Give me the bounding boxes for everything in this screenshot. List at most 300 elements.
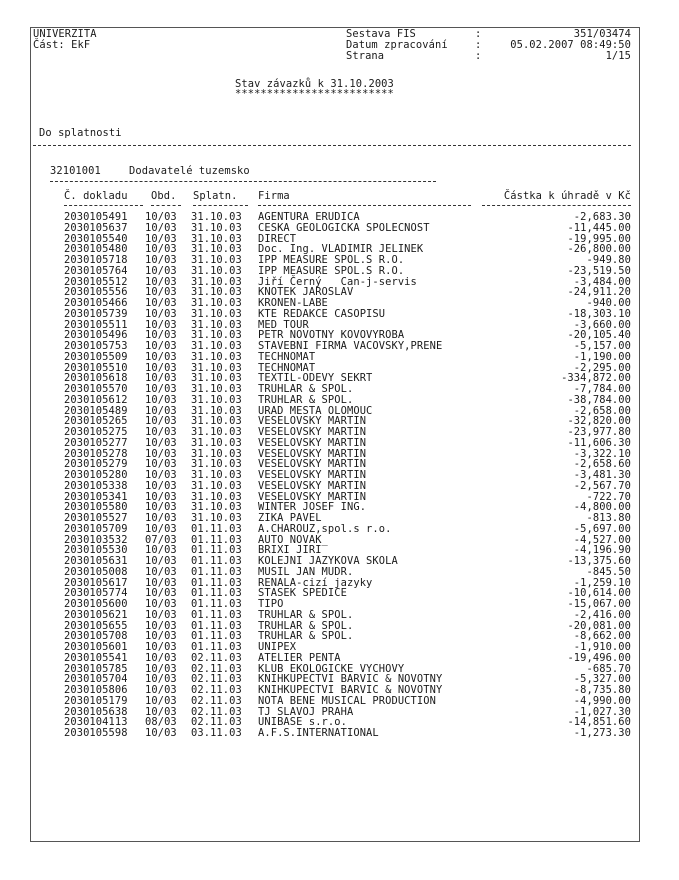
due-date-cell: 31.10.03 [191,361,242,374]
table-row [0,642,679,652]
period-cell: 10/03 [145,254,177,266]
column-header-castka: Částka k úhradě v Kč [503,190,631,202]
due-date-cell: 01.11.03 [191,565,242,578]
company-cell: TEXTIL-ODEVY SEKRT [258,372,373,385]
table-row [0,567,679,577]
due-date-cell: 31.10.03 [191,275,242,288]
company-cell: MUSIL JAN MUDR. [258,565,354,578]
table-row [0,524,679,534]
table-row [0,244,679,254]
column-header-doc: Č. dokladu [64,190,128,202]
amount-cell: -334,872.00 [561,372,631,385]
due-date-cell: 31.10.03 [191,318,242,331]
due-date-cell: 31.10.03 [191,307,242,320]
amount-cell: -813.80 [586,512,631,524]
company-cell: VESELOVSKY MARTIN [258,479,367,492]
table-row [0,578,679,588]
period-cell: 07/03 [145,533,177,546]
doc-number-cell: 2030105612 [64,393,128,406]
period-cell: 10/03 [145,651,177,664]
company-cell: TIPO [258,598,284,610]
table-row [0,653,679,663]
period-cell: 10/03 [145,318,177,331]
doc-number-cell: 2030105277 [64,436,128,449]
period-cell: 10/03 [145,641,177,653]
company-cell: ZIKA PAVEL [258,512,322,524]
table-row [0,223,679,233]
table-row [0,556,679,566]
doc-number-cell: 2030105338 [64,479,128,492]
period-cell: 10/03 [145,264,177,277]
column-underline-obd [151,205,181,206]
period-cell: 10/03 [145,727,177,739]
table-row [0,513,679,523]
doc-number-cell: 2030105631 [64,555,128,567]
doc-number-cell: 2030104113 [64,716,128,729]
table-row [0,352,679,362]
company-cell: KRONEN-LABE [258,297,328,309]
doc-number-cell: 2030105764 [64,264,128,277]
amount-cell: -4,800.00 [573,501,631,514]
period-cell: 10/03 [145,350,177,363]
due-date-cell: 31.10.03 [191,512,242,524]
doc-number-cell: 2030105275 [64,426,128,438]
amount-cell: -4,990.00 [573,694,631,707]
period-cell: 10/03 [145,469,177,481]
amount-cell: -8,662.00 [573,630,631,643]
company-cell: KNIHKUPECTVI BARVIC & NOVOTNY [258,684,443,696]
period-cell: 10/03 [145,619,177,632]
amount-cell: -4,196.90 [573,544,631,557]
doc-number-cell: 2030105598 [64,727,128,739]
table-row [0,685,679,695]
doc-number-cell: 2030105600 [64,598,128,610]
company-cell: TJ SLAVOJ PRAHA [258,705,354,718]
table-row [0,427,679,437]
table-row [0,621,679,631]
column-underline-castka [482,205,631,206]
amount-cell: -23,977.80 [567,426,631,438]
amount-cell: -23,519.50 [567,264,631,277]
period-cell: 10/03 [145,361,177,374]
due-date-cell: 31.10.03 [191,479,242,492]
company-cell: TRUHLAR & SPOL. [258,393,354,406]
header-colon-1: : [475,28,482,40]
table-row [0,449,679,459]
due-date-cell: 01.11.03 [191,619,242,632]
due-date-cell: 31.10.03 [191,232,242,245]
table-row [0,470,679,480]
table-row [0,674,679,684]
company-cell: KTE REDAKCE CASOPISU [258,307,386,320]
doc-number-cell: 2030105279 [64,458,128,471]
column-header-obd: Obd. [151,190,177,202]
due-date-cell: 31.10.03 [191,340,242,352]
period-cell: 10/03 [145,329,177,342]
company-cell: KLUB EKOLOGICKE VYCHOVY [258,662,405,675]
amount-cell: -2,567.70 [573,479,631,492]
doc-number-cell: 2030105509 [64,350,128,363]
report-title: Stav závazků k 31.10.2003 [235,78,394,90]
table-row [0,502,679,512]
table-row [0,298,679,308]
period-cell: 10/03 [145,522,177,535]
table-row [0,438,679,448]
header-colon-3: : [475,50,482,62]
company-cell: WINTER JOSEF ING. [258,501,367,514]
amount-cell: -24,911.20 [567,286,631,299]
due-date-cell: 01.11.03 [191,533,242,546]
doc-number-cell: 2030105008 [64,565,128,578]
table-row [0,588,679,598]
period-cell: 10/03 [145,608,177,621]
company-cell: KOLEJNI JAZYKOVA SKOLA [258,555,398,567]
company-cell: STASEK SPEDICE [258,587,347,600]
period-cell: 10/03 [145,404,177,417]
due-date-cell: 02.11.03 [191,673,242,686]
due-date-cell: 01.11.03 [191,576,242,589]
doc-number-cell: 2030105510 [64,361,128,374]
period-cell: 10/03 [145,565,177,578]
due-date-cell: 01.11.03 [191,587,242,600]
amount-cell: -14,851.60 [567,716,631,729]
table-row [0,373,679,383]
due-date-cell: 31.10.03 [191,415,242,428]
amount-cell: -1,259.10 [573,576,631,589]
table-row [0,406,679,416]
header-value-strana: 1/15 [605,50,631,62]
column-underline-splatn [193,205,248,206]
due-date-cell: 31.10.03 [191,501,242,514]
table-row [0,696,679,706]
period-cell: 10/03 [145,275,177,288]
due-date-cell: 01.11.03 [191,598,242,610]
company-cell: UNIBASE s.r.o. [258,716,347,729]
company-cell: DIRECT [258,232,297,245]
period-cell: 10/03 [145,587,177,600]
table-row [0,416,679,426]
amount-cell: -940.00 [586,297,631,309]
amount-cell: -3,322.10 [573,447,631,460]
due-date-cell: 31.10.03 [191,254,242,266]
due-date-cell: 01.11.03 [191,608,242,621]
table-row [0,266,679,276]
company-cell: VESELOVSKY MARTIN [258,415,367,428]
table-row [0,341,679,351]
company-cell: RENALA-cizí jazyky [258,576,373,589]
section-separator [33,145,631,146]
due-date-cell: 31.10.03 [191,447,242,460]
doc-number-cell: 2030105753 [64,340,128,352]
period-cell: 10/03 [145,490,177,503]
company-cell: TRUHLAR & SPOL. [258,630,354,643]
amount-cell: -7,784.00 [573,383,631,395]
amount-cell: -32,820.00 [567,415,631,428]
amount-cell: -2,416.00 [573,608,631,621]
doc-number-cell: 2030105618 [64,372,128,385]
due-date-cell: 02.11.03 [191,694,242,707]
amount-cell: -3,481.30 [573,469,631,481]
period-cell: 10/03 [145,383,177,395]
table-row [0,459,679,469]
company-cell: A.CHAROUZ,spol.s r.o. [258,522,392,535]
doc-number-cell: 2030105530 [64,544,128,557]
table-row [0,212,679,222]
amount-cell: -5,327.00 [573,673,631,686]
doc-number-cell: 2030105601 [64,641,128,653]
due-date-cell: 31.10.03 [191,329,242,342]
doc-number-cell: 2030105541 [64,651,128,664]
company-cell: VESELOVSKY MARTIN [258,469,367,481]
amount-cell: -1,273.30 [573,727,631,739]
due-date-cell: 03.11.03 [191,727,242,739]
period-cell: 10/03 [145,436,177,449]
table-row [0,277,679,287]
due-date-cell: 31.10.03 [191,404,242,417]
company-cell: KNIHKUPECTVI BARVIC & NOVOTNY [258,673,443,686]
company-cell: VESELOVSKY MARTIN [258,436,367,449]
doc-number-cell: 2030105511 [64,318,128,331]
doc-number-cell: 2030105570 [64,383,128,395]
due-date-cell: 01.11.03 [191,544,242,557]
doc-number-cell: 2030105785 [64,662,128,675]
due-date-cell: 31.10.03 [191,221,242,234]
period-cell: 10/03 [145,232,177,245]
period-cell: 10/03 [145,673,177,686]
doc-number-cell: 2030105621 [64,608,128,621]
due-date-cell: 31.10.03 [191,436,242,449]
period-cell: 10/03 [145,393,177,406]
due-date-cell: 31.10.03 [191,243,242,256]
company-cell: UNIPEX [258,641,297,653]
period-cell: 10/03 [145,372,177,385]
amount-cell: -2,658.60 [573,458,631,471]
doc-number-cell: 2030105496 [64,329,128,342]
due-date-cell: 31.10.03 [191,297,242,309]
period-cell: 10/03 [145,630,177,643]
group-code: 32101001 [50,165,101,177]
due-date-cell: 31.10.03 [191,383,242,395]
period-cell: 10/03 [145,576,177,589]
due-date-cell: 01.11.03 [191,641,242,653]
due-date-cell: 31.10.03 [191,469,242,481]
amount-cell: -11,445.00 [567,221,631,234]
header-label-strana: Strana [346,50,385,62]
doc-number-cell: 2030105527 [64,512,128,524]
period-cell: 10/03 [145,501,177,514]
column-header-splatn: Splatn. [193,190,238,202]
amount-cell: -20,081.00 [567,619,631,632]
header-value-datum: 05.02.2007 08:49:50 [510,39,631,51]
company-cell: VESELOVSKY MARTIN [258,490,367,503]
company-cell: BRIXI JIRI [258,544,322,557]
company-cell: VESELOVSKY MARTIN [258,447,367,460]
company-cell: Doc. Ing. VLADIMIR JELINEK [258,243,424,256]
amount-cell: -15,067.00 [567,598,631,610]
period-cell: 10/03 [145,340,177,352]
due-date-cell: 31.10.03 [191,490,242,503]
company-cell: KNOTEK JAROSLAV [258,286,354,299]
doc-number-cell: 2030105480 [64,243,128,256]
group-separator [50,181,436,182]
company-cell: STAVEBNI FIRMA VACOVSKY,PRENE [258,340,443,352]
period-cell: 10/03 [145,426,177,438]
table-row [0,728,679,738]
company-cell: TRUHLAR & SPOL. [258,608,354,621]
header-label-sestava: Sestava FIS [346,28,416,40]
due-date-cell: 01.11.03 [191,522,242,535]
table-row [0,545,679,555]
period-cell: 10/03 [145,458,177,471]
doc-number-cell: 2030105512 [64,275,128,288]
amount-cell: -1,910.00 [573,641,631,653]
table-row [0,664,679,674]
group-name: Dodavatelé tuzemsko [129,165,250,177]
company-cell: Jiří Černý Can-j-servis [258,275,417,288]
due-date-cell: 02.11.03 [191,684,242,696]
report-title-underline: ************************* [235,88,394,100]
table-row [0,255,679,265]
doc-number-cell: 2030105265 [64,415,128,428]
period-cell: 10/03 [145,598,177,610]
company-cell: IPP MEASURE SPOL.S R.O. [258,264,405,277]
period-cell: 10/03 [145,479,177,492]
due-date-cell: 31.10.03 [191,372,242,385]
period-cell: 10/03 [145,221,177,234]
doc-number-cell: 2030105655 [64,619,128,632]
table-row [0,234,679,244]
period-cell: 10/03 [145,297,177,309]
doc-number-cell: 2030105617 [64,576,128,589]
doc-number-cell: 2030105637 [64,221,128,234]
company-cell: CESKA GEOLOGICKA SPOLECNOST [258,221,430,234]
doc-number-cell: 2030105540 [64,232,128,245]
amount-cell: -38,784.00 [567,393,631,406]
doc-number-cell: 2030105718 [64,254,128,266]
table-row [0,395,679,405]
doc-number-cell: 2030105709 [64,522,128,535]
company-cell: IPP MEASURE SPOL.S R.O. [258,254,405,266]
amount-cell: -3,484.00 [573,275,631,288]
company-cell: URAD MESTA OLOMOUC [258,404,373,417]
amount-cell: -2,295.00 [573,361,631,374]
period-cell: 10/03 [145,512,177,524]
amount-cell: -4,527.00 [573,533,631,546]
doc-number-cell: 2030105278 [64,447,128,460]
table-row [0,330,679,340]
column-underline-firma [258,205,471,206]
header-part: Část: EkF [33,39,91,51]
company-cell: VESELOVSKY MARTIN [258,458,367,471]
company-cell: A.F.S.INTERNATIONAL [258,727,379,739]
doc-number-cell: 2030105774 [64,587,128,600]
amount-cell: -8,735.80 [573,684,631,696]
amount-cell: -18,303.10 [567,307,631,320]
company-cell: TECHNOMAT [258,350,316,363]
table-row [0,535,679,545]
amount-cell: -845.50 [586,565,631,578]
column-underline-doc [64,205,143,206]
period-cell: 10/03 [145,243,177,256]
section-title: Do splatnosti [39,127,122,139]
table-row [0,707,679,717]
doc-number-cell: 2030105489 [64,404,128,417]
amount-cell: -5,697.00 [573,522,631,535]
due-date-cell: 31.10.03 [191,286,242,299]
table-row [0,631,679,641]
doc-number-cell: 2030105556 [64,286,128,299]
table-row [0,610,679,620]
due-date-cell: 02.11.03 [191,651,242,664]
amount-cell: -1,027.30 [573,705,631,718]
header-university: UNIVERZITA [33,28,97,40]
amount-cell: -2,683.30 [573,211,631,223]
amount-cell: -19,496.00 [567,651,631,664]
amount-cell: -949.80 [586,254,631,266]
doc-number-cell: 2030105179 [64,694,128,707]
company-cell: NOTA BENE MUSICAL PRODUCTION [258,694,436,707]
column-header-firma: Firma [258,190,290,202]
due-date-cell: 31.10.03 [191,458,242,471]
amount-cell: -19,995.00 [567,232,631,245]
doc-number-cell: 2030103532 [64,533,128,546]
header-colon-2: : [475,39,482,51]
due-date-cell: 02.11.03 [191,716,242,729]
doc-number-cell: 2030105739 [64,307,128,320]
amount-cell: -5,157.00 [573,340,631,352]
period-cell: 10/03 [145,211,177,223]
amount-cell: -26,800.00 [567,243,631,256]
company-cell: AGENTURA ERUDICA [258,211,360,223]
doc-number-cell: 2030105638 [64,705,128,718]
table-row [0,384,679,394]
company-cell: TRUHLAR & SPOL. [258,619,354,632]
header-label-datum: Datum zpracování [346,39,448,51]
amount-cell: -13,375.60 [567,555,631,567]
due-date-cell: 31.10.03 [191,393,242,406]
table-row [0,492,679,502]
table-row [0,320,679,330]
period-cell: 10/03 [145,662,177,675]
period-cell: 08/03 [145,716,177,729]
table-row [0,287,679,297]
company-cell: MED TOUR [258,318,309,331]
company-cell: PETR NOVOTNY KOVOVYROBA [258,329,405,342]
due-date-cell: 01.11.03 [191,630,242,643]
amount-cell: -722.70 [586,490,631,503]
due-date-cell: 31.10.03 [191,264,242,277]
due-date-cell: 02.11.03 [191,662,242,675]
due-date-cell: 02.11.03 [191,705,242,718]
due-date-cell: 31.10.03 [191,211,242,223]
table-row [0,309,679,319]
doc-number-cell: 2030105708 [64,630,128,643]
period-cell: 10/03 [145,555,177,567]
company-cell: TECHNOMAT [258,361,316,374]
table-row [0,599,679,609]
doc-number-cell: 2030105806 [64,684,128,696]
company-cell: VESELOVSKY MARTIN [258,426,367,438]
doc-number-cell: 2030105491 [64,211,128,223]
doc-number-cell: 2030105280 [64,469,128,481]
table-row [0,717,679,727]
due-date-cell: 31.10.03 [191,350,242,363]
due-date-cell: 31.10.03 [191,426,242,438]
amount-cell: -10,614.00 [567,587,631,600]
period-cell: 10/03 [145,307,177,320]
table-row [0,363,679,373]
amount-cell: -2,658.00 [573,404,631,417]
